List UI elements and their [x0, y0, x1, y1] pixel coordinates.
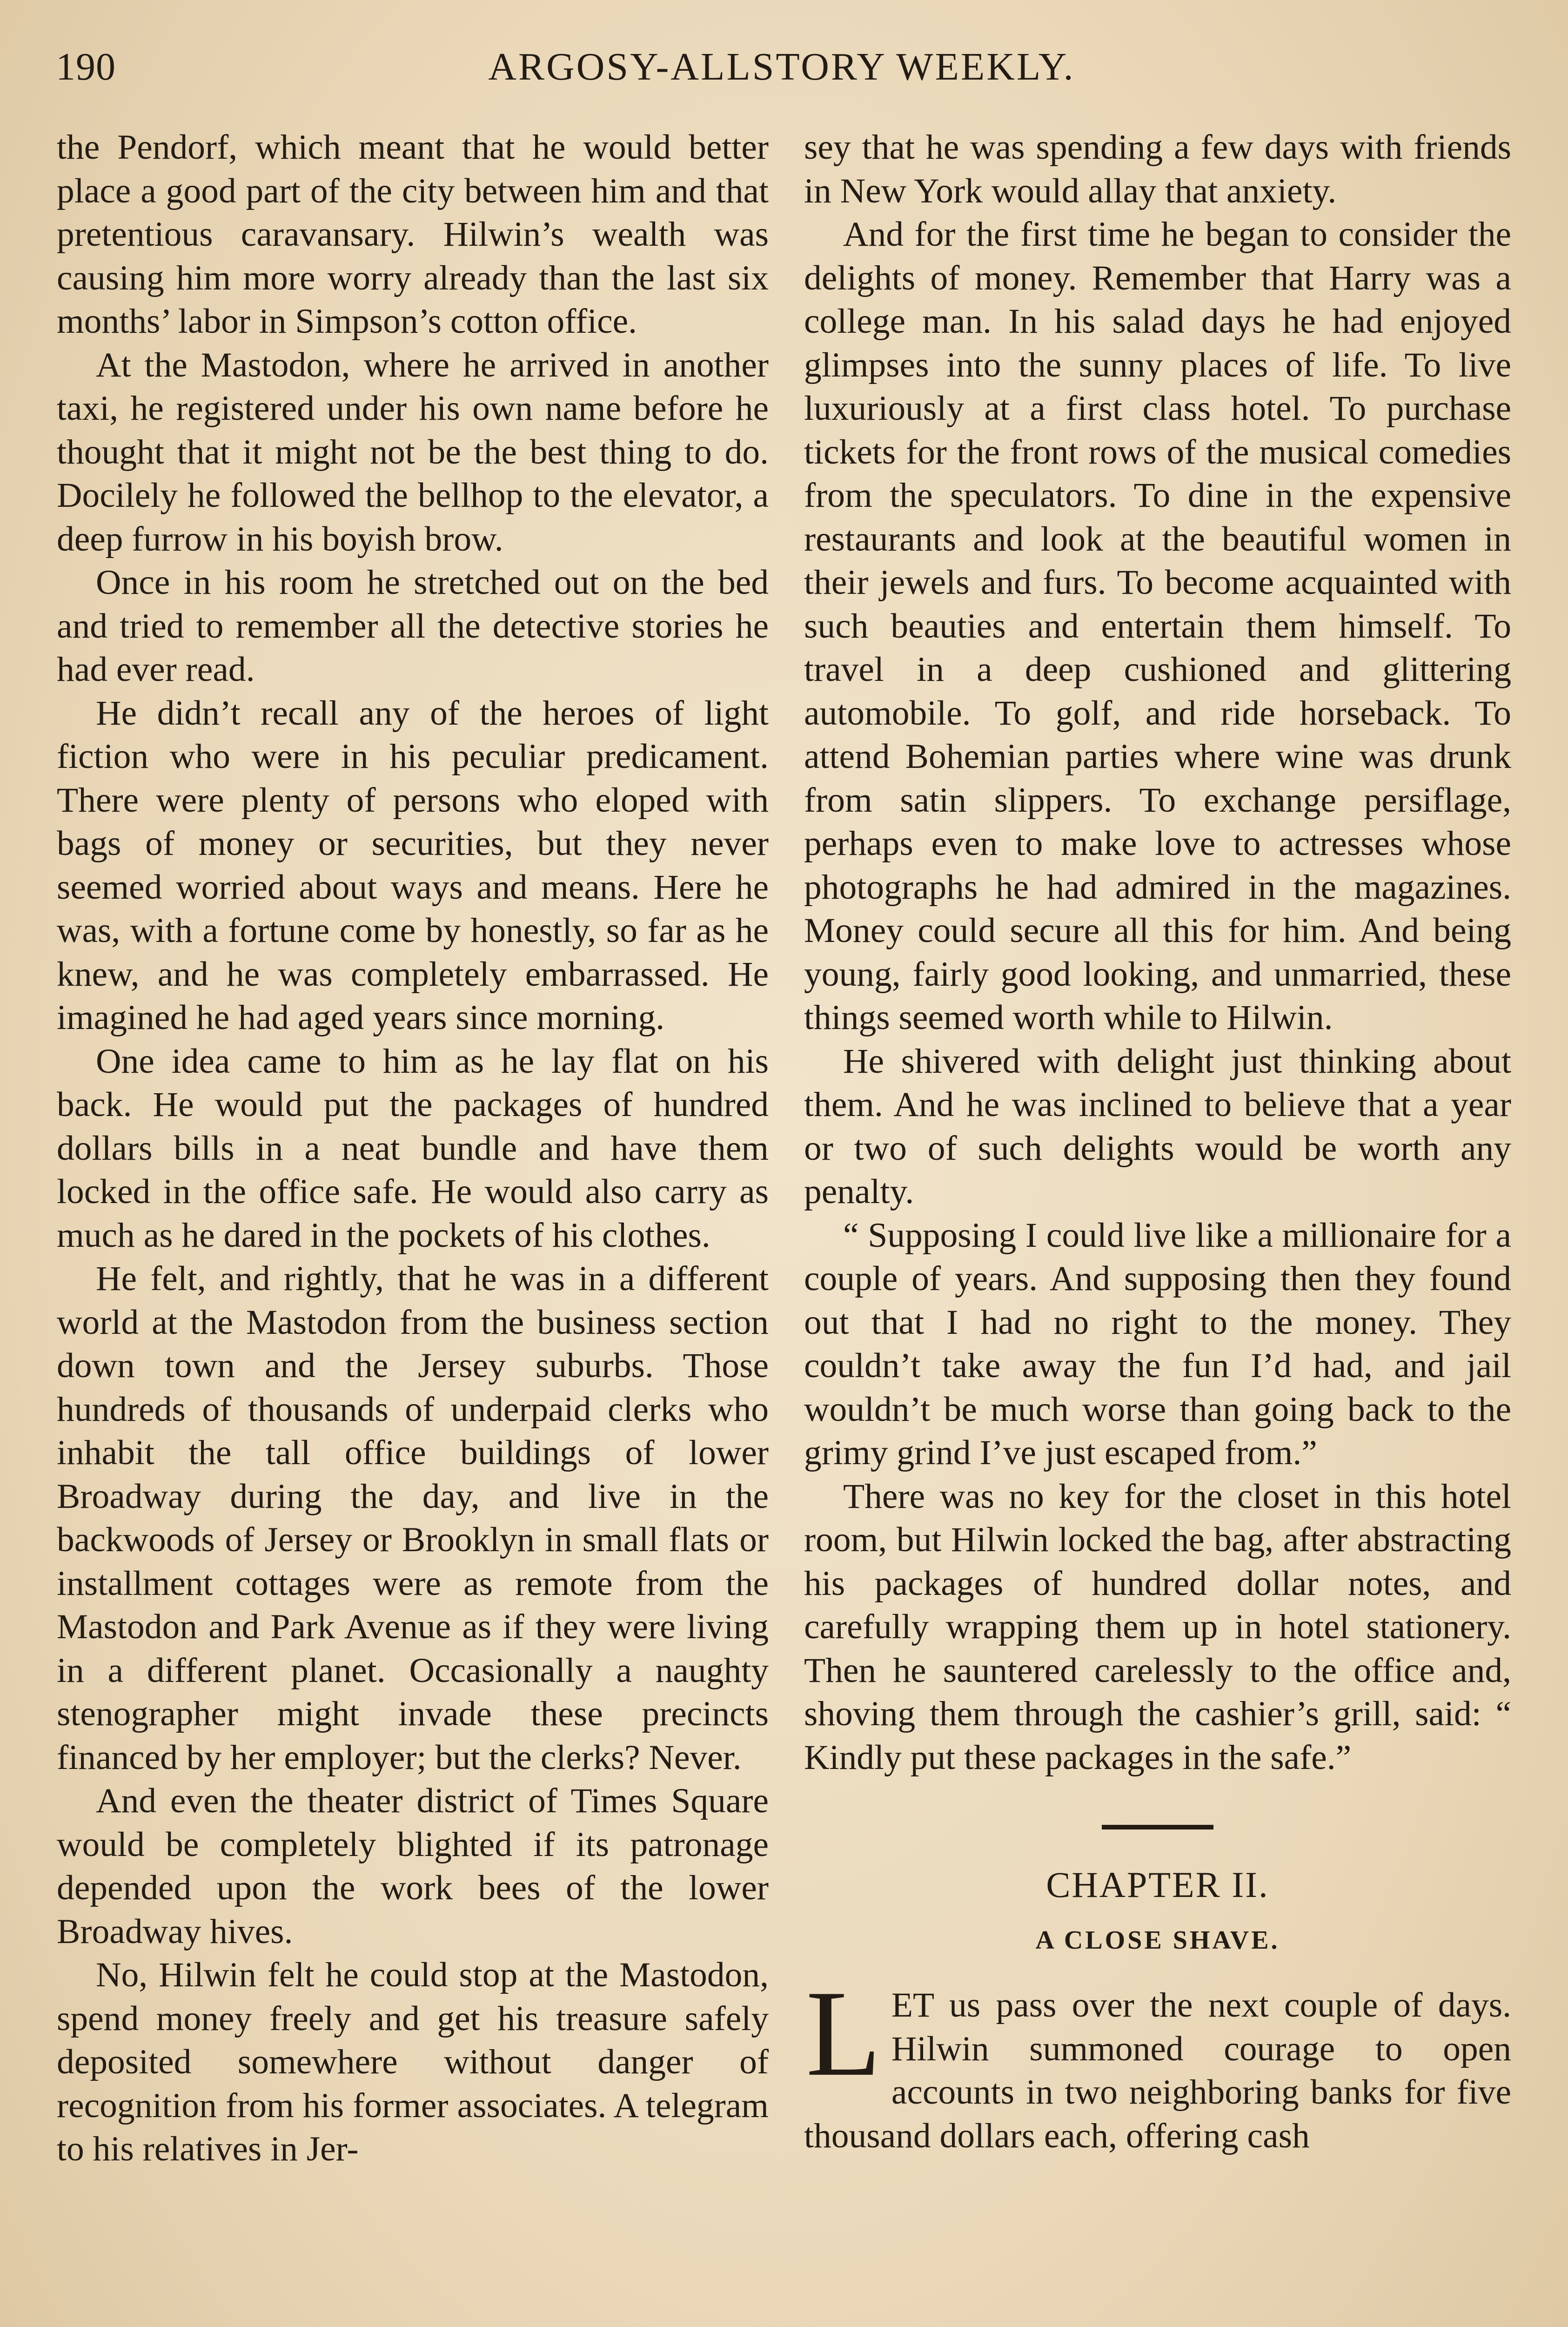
paragraph: No, Hilwin felt he could stop at the Mastodon, spend money freely and get his treasure safely deposited somewhere without danger of recognition from his former associates. A telegram to his relatives in Jer-	[57, 1956, 769, 2168]
paragraph-continuation: sey that he was spending a few days with friends in New York would allay that anxiety.	[804, 128, 1511, 210]
paragraph: And for the first time he began to consider the delights of money. Remember that Harry was a college man. In his salad days he had enjoyed glimpses into the sunny places of life. To live luxuriously at a first class hotel. To purchase tickets for the front rows of the musical comedies from the speculators. To dine in the expensive restaurants and look at the beautiful women in their jewels and furs. To become acquainted with such beauties and entertain them himself. To travel in a deep cushioned and glittering automobile. To golf, and ride horseback. To attend Bohemian parties where wine was drunk from satin slippers. To exchange persiflage, perhaps even to make love to actresses whose photographs he had admired in the magazines. Money could secure all this for him. And being young, fairly good looking, and unmarried, these things seemed worth while to Hilwin.	[804, 215, 1511, 1037]
chapter-opening-paragraph	[804, 1965, 1511, 2158]
page-number: 190	[56, 45, 116, 88]
section-divider	[1102, 1825, 1213, 1829]
paragraph: He didn’t recall any of the heroes of light fiction who were in his peculiar predicament. There were plenty of persons who eloped with bags of money or securities, but they never seemed worried about ways and means. Here he was, with a fortune come by honestly, so far as he knew, and he was completely embarrassed. He imagined he had aged years since morning.	[57, 693, 769, 1037]
chapter-heading: CHAPTER II.	[1046, 1864, 1269, 1905]
page-header	[56, 44, 1508, 95]
chapter-opening-text: ET us pass over the next couple of days. Hilwin summoned courage to open accounts in two neighboring banks for five thousand dollars each, offering cash	[804, 1986, 1511, 2155]
paragraph: At the Mastodon, where he arrived in another taxi, he registered under his own name before he thought that it might not be the best thing to do. Docilely he followed the bellhop to the elevator, a deep furrow in his boyish brow.	[57, 345, 769, 558]
paragraph: “ Supposing I could live like a millionaire for a couple of years. And supposing then they found out that I had no right to the money. They couldn’t take away the fun I’d had, and jail wouldn’t be much worse than going back to the grimy grind I’ve just escaped from.”	[804, 1216, 1511, 1472]
paragraph: And even the theater district of Times Square would be completely blighted if its patronage depended upon the work bees of the lower Broadway hives.	[57, 1782, 769, 1951]
paragraph: Once in his room he stretched out on the bed and tried to remember all the detective stories he had ever read.	[57, 563, 769, 689]
paragraph: He felt, and rightly, that he was in a different world at the Mastodon from the business section down town and the Jersey suburbs. Those hundreds of thousands of underpaid clerks who inhabit the tall office buildings of lower Broadway during the day, and live in the backwoods of Jersey or Brooklyn in small flats or installment cottages were as remote from the Mastodon and Park Avenue as if they were living in a different planet. Occasionally a naughty stenographer might invade these precincts financed by her employer; but the clerks? Never.	[57, 1259, 769, 1777]
left-column	[57, 126, 769, 2171]
paragraph: the Pendorf, which meant that he would better place a good part of the city between him and that pretentious caravansary. Hilwin’s wealth was causing him more worry already than the last six months’ labor in Simpson’s cotton office.	[57, 128, 769, 341]
chapter-subtitle: A CLOSE SHAVE.	[1035, 1925, 1280, 1955]
paragraph: He shivered with delight just thinking about them. And he was inclined to believe that a year or two of such delights would be worth any penalty.	[804, 1042, 1511, 1211]
running-title: ARGOSY-ALLSTORY WEEKLY.	[488, 45, 1075, 88]
drop-cap: L	[806, 1965, 881, 2102]
paragraph: There was no key for the closet in this hotel room, but Hilwin locked the bag, after abstracting his packages of hundred dollar notes, and carefully wrapping them up in hotel stationery. Then he sauntered carelessly to the office and, shoving them through the cashier’s grill, said: “ Kindly put these packages in the safe.”	[804, 1477, 1511, 1777]
paragraph: One idea came to him as he lay flat on his back. He would put the packages of hundred dollars bills in a neat bundle and have them locked in the office safe. He would also carry as much as he dared in the pockets of his clothes.	[57, 1042, 769, 1255]
right-column	[804, 126, 1511, 2158]
